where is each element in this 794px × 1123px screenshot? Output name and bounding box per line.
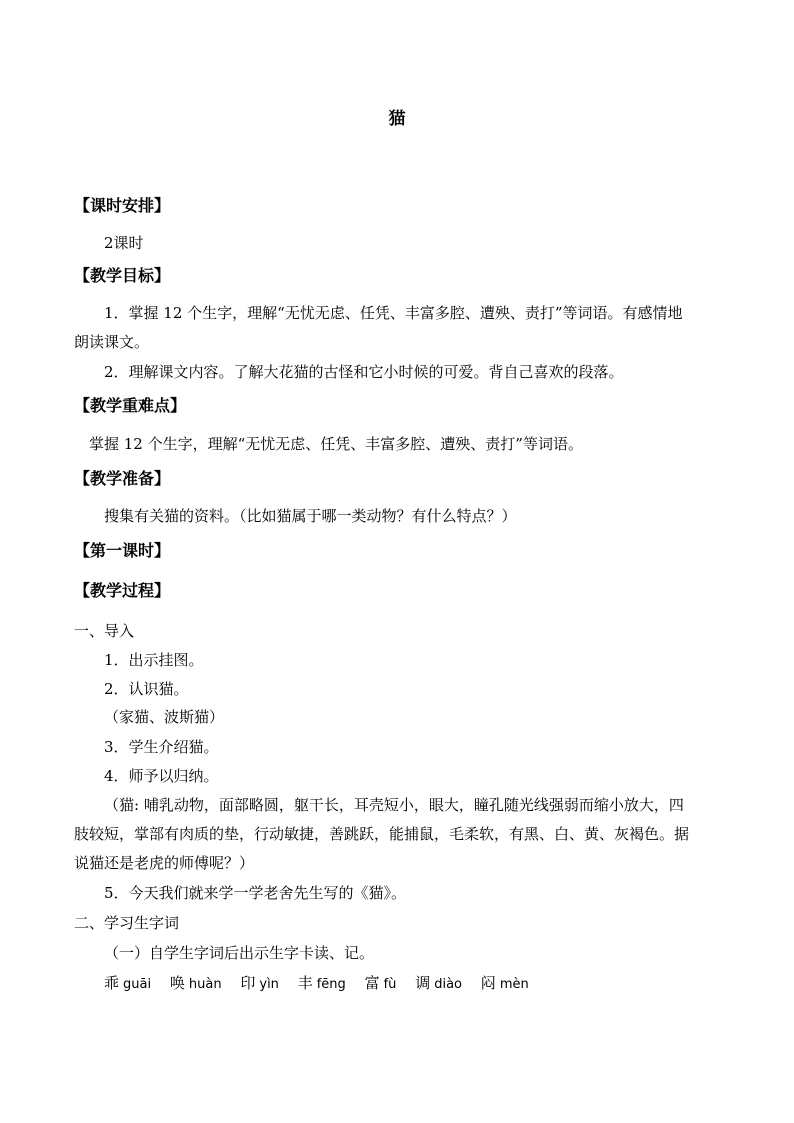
character: 唤 — [169, 974, 185, 992]
heading-schedule: 【课时安排】 — [74, 196, 171, 215]
page-title: 猫 — [388, 109, 406, 129]
goal-item-2: 2．理解课文内容。了解大花猫的古怪和它小时候的可爱。背自己喜欢的段落。 — [104, 363, 624, 381]
character: 印 — [240, 974, 256, 992]
process-note-line-3: 说猫还是老虎的师傅呢？） — [74, 854, 255, 872]
character: 调 — [415, 974, 431, 992]
process-step-2: 2．认识猫。 — [104, 680, 189, 698]
character-pinyin-list — [104, 972, 543, 993]
process-step-5: 5．今天我们就来学一学老舍先生写的《猫》。 — [104, 884, 407, 902]
process-step-4: 4．师予以归纳。 — [104, 767, 219, 785]
process-note-line-2: 肢较短，掌部有肉质的垫，行动敏捷，善跳跃，能捕鼠，毛柔软，有黑、白、黄、灰褐色。据 — [74, 825, 690, 843]
heading-keypoints: 【教学重难点】 — [74, 396, 187, 415]
pinyin: mèn — [499, 977, 529, 992]
process-part-1: 一、导入 — [74, 622, 135, 640]
heading-process: 【教学过程】 — [74, 581, 171, 600]
pinyin: fēng — [316, 977, 346, 992]
character: 富 — [364, 974, 380, 992]
process-part-2: 二、学习生字词 — [74, 914, 180, 932]
process-step-2-note: （家猫、波斯猫） — [104, 708, 225, 726]
character: 闷 — [480, 974, 496, 992]
pinyin: huàn — [188, 977, 222, 992]
process-step-1: 1．出示挂图。 — [104, 651, 204, 669]
goal-item-1-line-1: 1．掌握 12 个生字，理解“无忧无虑、任凭、丰富多腔、遭殃、责打”等词语。有感情地 — [104, 304, 683, 322]
heading-preparation: 【教学准备】 — [74, 469, 171, 488]
process-part-2-sub-1: （一）自学生字词后出示生字卡读、记。 — [104, 944, 375, 962]
keypoints-text: 掌握 12 个生字，理解“无忧无虑、任凭、丰富多腔、遭殃、责打”等词语。 — [89, 435, 583, 453]
process-step-3: 3．学生介绍猫。 — [104, 738, 219, 756]
heading-goals: 【教学目标】 — [74, 266, 171, 285]
pinyin: yìn — [259, 977, 279, 992]
character: 丰 — [297, 974, 313, 992]
character: 乖 — [104, 974, 120, 992]
pinyin: diào — [434, 977, 463, 992]
schedule-text: 2课时 — [104, 234, 144, 252]
goal-item-1-line-2: 朗读课文。 — [74, 333, 150, 351]
process-note-line-1: （猫: 哺乳动物，面部略圆，躯干长，耳壳短小，眼大，瞳孔随光线强弱而缩小放大，四 — [104, 796, 684, 814]
pinyin: guāi — [123, 977, 152, 992]
pinyin: fù — [383, 977, 397, 992]
preparation-text: 搜集有关猫的资料。（比如猫属于哪一类动物？有什么特点？） — [104, 507, 517, 525]
heading-lesson-1: 【第一课时】 — [74, 541, 171, 560]
